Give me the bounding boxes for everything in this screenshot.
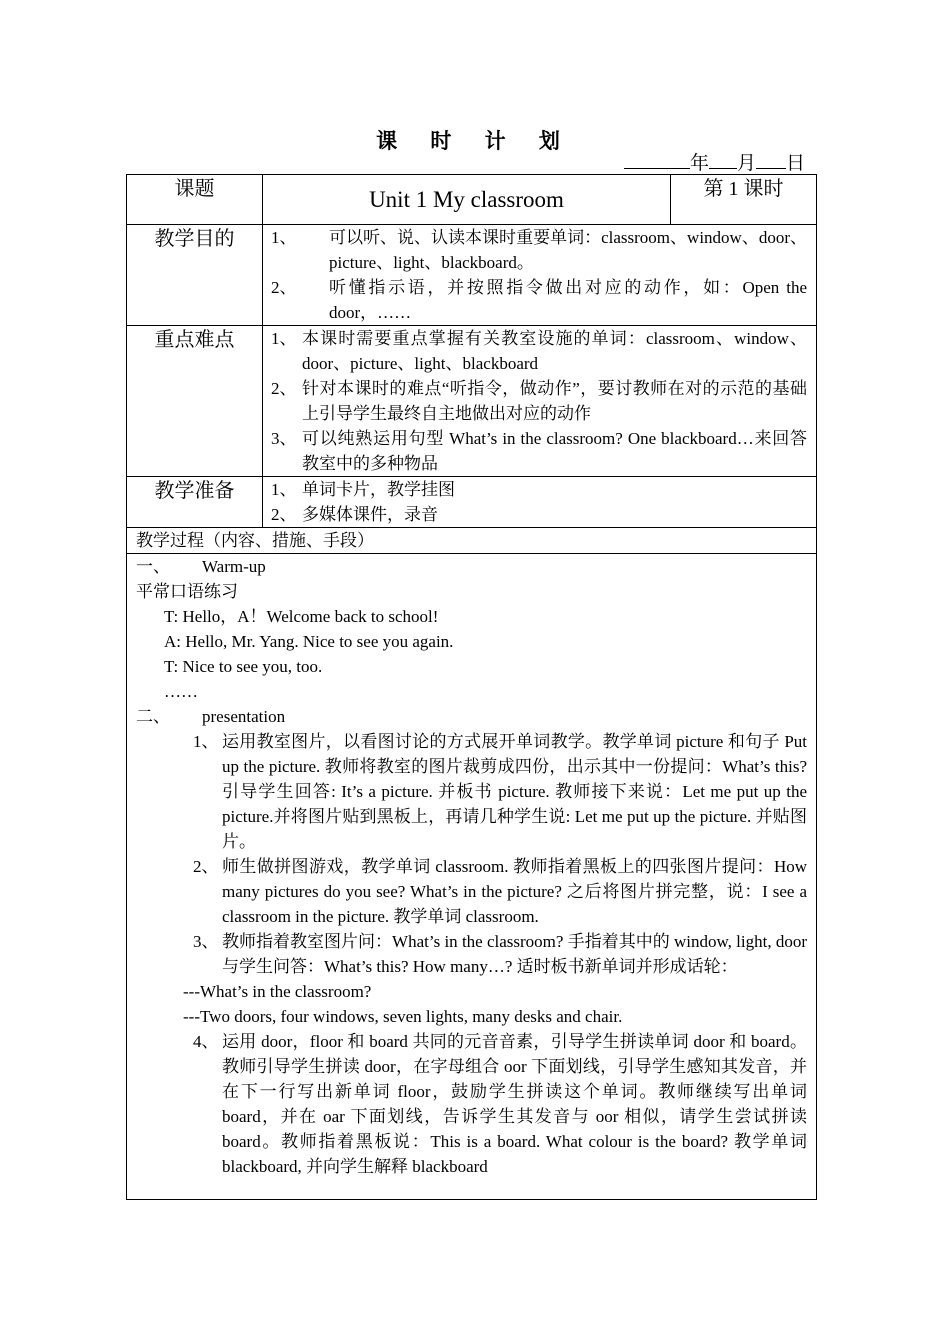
- day-label: 日: [785, 153, 805, 174]
- section-subtitle: 平常口语练习: [136, 582, 238, 601]
- step-num: 1、: [193, 732, 219, 751]
- step-text: 运用教室图片，以看图讨论的方式展开单词教学。教学单词 picture 和句子 Put up the picture. 教师将教室的图片裁剪成四份，出示其中一份提问：What’s this? 引导学生回答: It’s a picture. 并板书 picture. 教师接下来说：Let me put up the picture.并将图片贴到黑板上，再请几种学生说: Let me put up the picture. 并贴图片。: [222, 732, 807, 851]
- prep-item: [271, 502, 807, 527]
- step-item: [193, 929, 807, 979]
- key-content: [263, 326, 817, 477]
- lesson-plan-table: [126, 174, 817, 1200]
- row-key-points: [127, 326, 817, 477]
- month-blank: [709, 150, 737, 169]
- section-title: Warm-up: [202, 557, 266, 576]
- key-text: 本课时需要重点掌握有关教室设施的单词：classroom、window、door、picture、light、blackboard: [302, 329, 807, 373]
- prep-text: 单词卡片，教学挂图: [302, 480, 455, 499]
- step-item: [193, 1029, 807, 1179]
- section-num: 一、: [136, 557, 170, 576]
- step-num: 3、: [193, 932, 219, 951]
- prep-label: 教学准备: [127, 477, 263, 528]
- process-content: [127, 554, 817, 1200]
- day-blank: [756, 150, 786, 169]
- topic-label: 课题: [127, 175, 263, 225]
- goal-text: 可以听、说、认读本课时重要单词：classroom、window、door、picture、light、blackboard。: [329, 228, 807, 272]
- dialog: [136, 604, 807, 704]
- year-blank: [624, 150, 690, 169]
- row-process-header: [127, 528, 817, 554]
- steps-a: [136, 729, 807, 979]
- date-line: [624, 148, 805, 175]
- goal-num: 1、: [271, 228, 297, 247]
- row-process: [127, 554, 817, 1200]
- qa-block: [136, 979, 807, 1029]
- section-warmup: [136, 554, 807, 579]
- key-num: 3、: [271, 429, 297, 448]
- step-num: 2、: [193, 857, 219, 876]
- key-text: 可以纯熟运用句型 What’s in the classroom? One blackboard…来回答教室中的多种物品: [302, 429, 807, 473]
- goal-item: [271, 275, 807, 325]
- prep-num: 2、: [271, 505, 297, 524]
- key-item: [271, 376, 807, 426]
- key-num: 2、: [271, 379, 297, 398]
- year-label: 年: [689, 153, 709, 174]
- prep-num: 1、: [271, 480, 297, 499]
- goals-content: [263, 225, 817, 326]
- key-text: 针对本课时的难点“听指令，做动作”，要讨教师在对的示范的基础上引导学生最终自主地做出对应的动作: [302, 379, 807, 423]
- row-topic: [127, 175, 817, 225]
- steps-b: [136, 1029, 807, 1179]
- dialog-line: A: Hello, Mr. Yang. Nice to see you again.: [164, 632, 454, 651]
- goal-num: 2、: [271, 278, 297, 297]
- key-num: 1、: [271, 329, 297, 348]
- step-item: [193, 729, 807, 854]
- goal-item: [271, 225, 807, 275]
- step-item: [193, 854, 807, 929]
- qa-line: ---Two doors, four windows, seven lights, many desks and chair.: [183, 1007, 623, 1026]
- section-num: 二、: [136, 707, 170, 726]
- section-title: presentation: [202, 707, 286, 726]
- dialog-line: ……: [164, 682, 198, 701]
- step-num: 4、: [193, 1032, 219, 1051]
- step-text: 运用 door，floor 和 board 共同的元音音素，引导学生拼读单词 door 和 board。教师引导学生拼读 door，在字母组合 oor 下面划线，引导学生感知其发音，并在下一行写出新单词 floor，鼓励学生拼读这个单词。教师继续写出单词 board，并在 oar 下面划线，告诉学生其发音与 oor 相似，请学生尝试拼读 board。教师指着黑板说：This is a board. What colour is the board? 教学单词 blackboard, 并向学生解释 blackboard: [222, 1032, 807, 1176]
- prep-text: 多媒体课件，录音: [302, 505, 438, 524]
- goals-label: 教学目的: [127, 225, 263, 326]
- prep-item: [271, 477, 807, 502]
- period-label: 第 1 课时: [671, 175, 817, 225]
- prep-content: [263, 477, 817, 528]
- key-item: [271, 326, 807, 376]
- goal-text: 听懂指示语，并按照指令做出对应的动作，如：Open the door，……: [329, 278, 807, 322]
- step-text: 教师指着教室图片问：What’s in the classroom? 手指着其中的 window, light, door 与学生问答：What’s this? How many…? 适时板书新单词并形成话轮：: [222, 932, 807, 976]
- dialog-line: T: Nice to see you, too.: [164, 657, 323, 676]
- qa-line: ---What’s in the classroom?: [183, 982, 372, 1001]
- dialog-line: T: Hello，A！Welcome back to school!: [164, 607, 439, 626]
- topic-value: Unit 1 My classroom: [263, 175, 671, 225]
- process-header: 教学过程（内容、措施、手段）: [127, 528, 817, 554]
- page-title: 课 时 计 划: [376, 129, 574, 153]
- key-item: [271, 426, 807, 476]
- section-presentation: [136, 704, 807, 729]
- step-text: 师生做拼图游戏，教学单词 classroom. 教师指着黑板上的四张图片提问：How many pictures do you see? What’s in the picture? 之后将图片拼完整，说：I see a classroom in the picture. 教学单词 classroom.: [222, 857, 807, 926]
- month-label: 月: [736, 153, 756, 174]
- key-label: 重点难点: [127, 326, 263, 477]
- row-goals: [127, 225, 817, 326]
- row-preparation: [127, 477, 817, 528]
